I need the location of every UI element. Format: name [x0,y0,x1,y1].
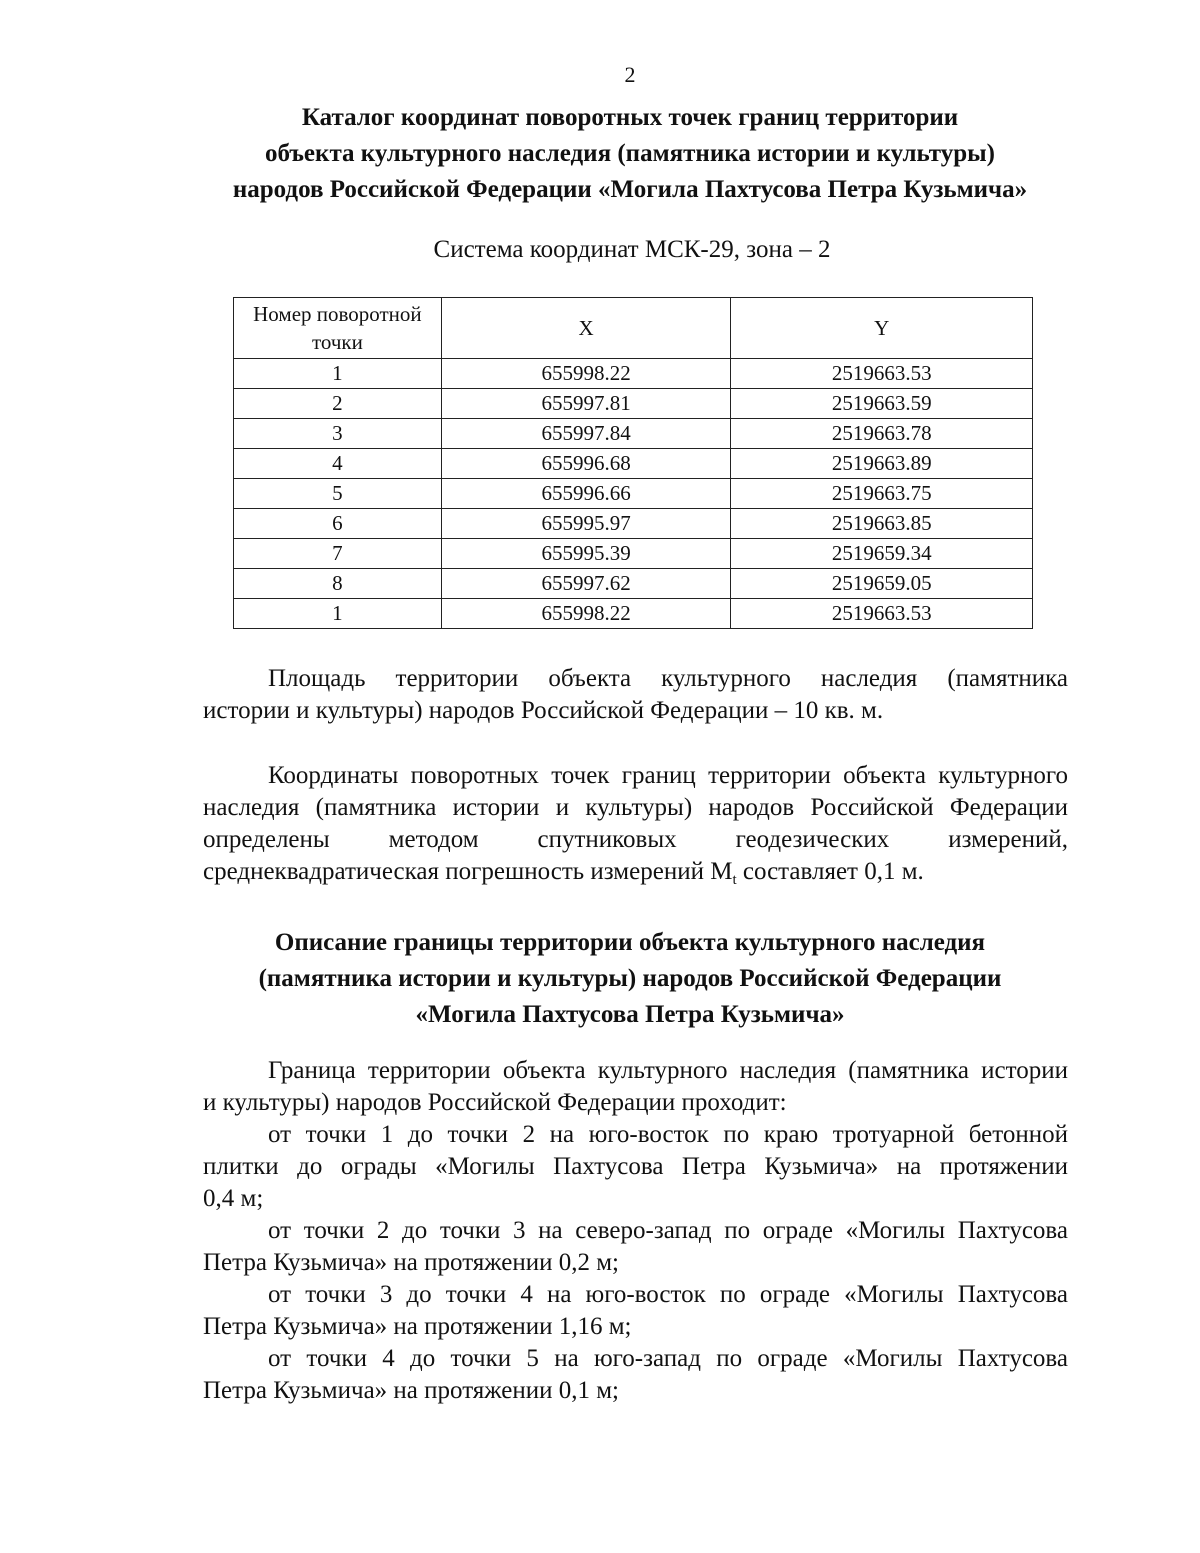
x-cell: 655996.68 [441,449,731,479]
segment-1-line-2: плитки до ограды «Могилы Пахтусова Петра Кузьмича» на протяжении [203,1153,1068,1180]
border-intro-line-2: и культуры) народов Российской Федерации проходит: [203,1089,787,1116]
catalog-title-line-3: народов Российской Федерации «Могила Пахтусова Петра Кузьмича» [232,176,1028,203]
y-cell: 2519663.78 [731,419,1033,449]
description-title [180,925,1080,1033]
table-row [234,359,1033,389]
table-row [234,569,1033,599]
segment-1-line-1: от точки 1 до точки 2 на юго-восток по краю тротуарной бетонной [268,1121,1068,1148]
segment-2-line-1: от точки 2 до точки 3 на северо-запад по ограде «Могилы Пахтусова [268,1217,1068,1244]
header-y: Y [731,298,1033,359]
segment-4-line-1: от точки 4 до точки 5 на юго-запад по ограде «Могилы Пахтусова [268,1345,1068,1372]
area-paragraph [203,663,1068,727]
description-title-line-1: Описание границы территории объекта культурного наследия [274,929,986,956]
coordinate-system: Система координат МСК-29, зона – 2 [433,236,831,263]
accuracy-line-4-end: составляет 0,1 м. [736,858,924,885]
table-row [234,449,1033,479]
table-row [234,419,1033,449]
area-line-2: истории и культуры) народов Российской Федерации – 10 кв. м. [203,697,884,724]
area-line-1: Площадь территории объекта культурного наследия (памятника [268,665,1068,692]
coordinates-accuracy-paragraph [203,760,1068,896]
x-cell: 655995.97 [441,509,731,539]
accuracy-line-4 [203,856,1068,896]
y-cell: 2519663.89 [731,449,1033,479]
accuracy-line-4-text: среднеквадратическая погрешность измерений M [203,858,733,885]
point-cell: 7 [234,539,442,569]
segment-3-line-2: Петра Кузьмича» на протяжении 1,16 м; [203,1313,632,1340]
catalog-title [180,100,1080,208]
header-x: X [441,298,731,359]
x-cell: 655997.84 [441,419,731,449]
x-cell: 655995.39 [441,539,731,569]
table-header-row [234,298,1033,359]
point-cell: 1 [234,359,442,389]
table-row [234,539,1033,569]
segment-1-line-3: 0,4 м; [203,1185,264,1212]
table-row [234,389,1033,419]
catalog-title-line-1: Каталог координат поворотных точек границ территории [301,104,959,131]
y-cell: 2519659.05 [731,569,1033,599]
point-cell: 2 [234,389,442,419]
point-cell: 5 [234,479,442,509]
segment-3-line-1: от точки 3 до точки 4 на юго-восток по ограде «Могилы Пахтусова [268,1281,1068,1308]
x-cell: 655997.62 [441,569,731,599]
segment-4-line-2: Петра Кузьмича» на протяжении 0,1 м; [203,1377,619,1404]
page-number: 2 [624,62,636,87]
point-cell: 8 [234,569,442,599]
point-cell: 4 [234,449,442,479]
segment-2-line-2: Петра Кузьмича» на протяжении 0,2 м; [203,1249,619,1276]
x-cell: 655998.22 [441,359,731,389]
y-cell: 2519663.59 [731,389,1033,419]
description-title-line-2: (памятника истории и культуры) народов Российской Федерации [258,965,1002,992]
accuracy-line-3: определены методом спутниковых геодезических измерений, [203,826,1068,853]
x-cell: 655996.66 [441,479,731,509]
y-cell: 2519659.34 [731,539,1033,569]
y-cell: 2519663.85 [731,509,1033,539]
y-cell: 2519663.53 [731,599,1033,629]
point-cell: 6 [234,509,442,539]
y-cell: 2519663.75 [731,479,1033,509]
accuracy-line-2: наследия (памятника истории и культуры) народов Российской Федерации [203,794,1068,821]
x-cell: 655997.81 [441,389,731,419]
border-intro-line-1: Граница территории объекта культурного наследия (памятника истории [268,1057,1068,1084]
description-title-line-3: «Могила Пахтусова Петра Кузьмича» [415,1001,845,1028]
border-description-paragraph [203,1055,1068,1407]
point-cell: 3 [234,419,442,449]
x-cell: 655998.22 [441,599,731,629]
accuracy-line-1: Координаты поворотных точек границ территории объекта культурного [268,762,1068,789]
y-cell: 2519663.53 [731,359,1033,389]
catalog-title-line-2: объекта культурного наследия (памятника истории и культуры) [264,140,995,167]
table-row [234,479,1033,509]
point-cell: 1 [234,599,442,629]
header-point-number: Номер поворотной точки [234,298,442,359]
accuracy-subscript: t [732,872,737,888]
table-row [234,509,1033,539]
table-row [234,599,1033,629]
coordinates-table [233,297,1033,629]
